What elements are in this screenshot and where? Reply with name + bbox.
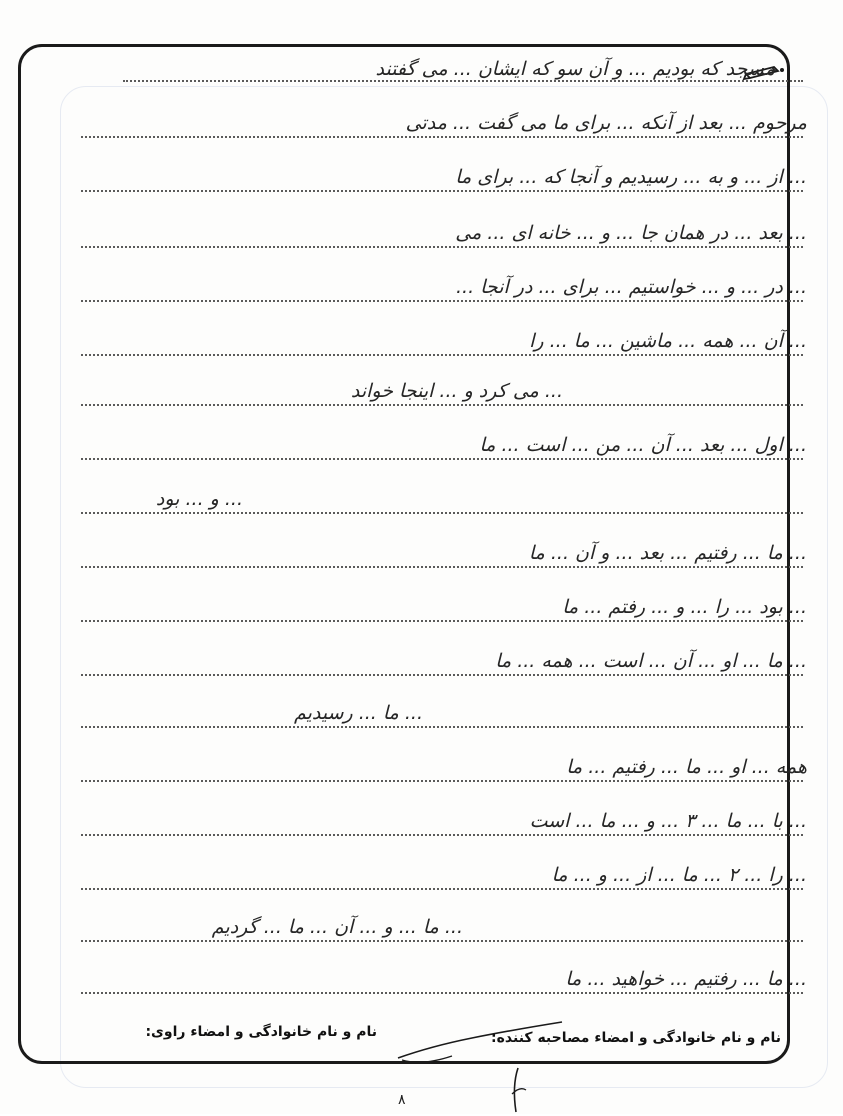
handwritten-line: ... را ... ۲ ... ما ... از ... و ... ما (551, 864, 807, 886)
handwritten-line: ... ما ... او ... آن ... است ... همه ... ما (495, 650, 807, 672)
handwritten-line: ... ما ... رفتیم ... بعد ... و آن ... ما (528, 542, 807, 564)
ruled-line (81, 404, 803, 406)
ruled-line (81, 780, 803, 782)
handwritten-line: ... و ... بود (155, 488, 243, 510)
handwritten-line: ... ما ... رسیدیم (293, 702, 423, 724)
handwritten-line: همه ... او ... ما ... رفتیم ... ما (566, 756, 807, 778)
page-number: ۸ (398, 1092, 406, 1108)
ruled-line (81, 300, 803, 302)
ruled-line (81, 566, 803, 568)
handwritten-line: مرحوم ... بعد از آنکه ... برای ما می گفت ... مدتی (405, 112, 807, 134)
ruled-line (123, 80, 803, 82)
handwritten-line: ... می کرد و ... اینجا خواند (350, 380, 563, 402)
ruled-line (81, 458, 803, 460)
ruled-line (81, 246, 803, 248)
handwritten-line: ... بود ... را ... و ... رفتم ... ما (562, 596, 807, 618)
handwritten-line: ... ما ... و ... آن ... ما ... گردیم (211, 916, 463, 938)
ruled-line (81, 190, 803, 192)
handwritten-line: مسجد که بودیم ... و آن سو که ایشان ... می گفتند (375, 58, 775, 80)
handwritten-line: ... در ... و ... خواستیم ... برای ... در آنجا ... (455, 276, 807, 298)
narrator-signature-label: نام و نام خانوادگی و امضاء راوی: (145, 1024, 377, 1040)
ruled-line (81, 674, 803, 676)
handwritten-line: ... آن ... همه ... ماشین ... ما ... را (529, 330, 807, 352)
handwritten-line: ... با ... ما ... ۳ ... و ... ما ... است (529, 810, 807, 832)
handwritten-line: ... بعد ... در همان جا ... و ... خانه ای ... می (455, 222, 807, 244)
ruled-line (81, 726, 803, 728)
ruled-line (81, 620, 803, 622)
ruled-line (81, 512, 803, 514)
signature-mark (392, 1016, 572, 1116)
ruled-line (81, 354, 803, 356)
ruled-line (81, 834, 803, 836)
interviewer-signature-label: نام و نام خانوادگی و امضاء مصاحبه کننده: (491, 1030, 781, 1046)
ruled-line (81, 136, 803, 138)
ruled-line (81, 888, 803, 890)
handwritten-line: ... از ... و به ... رسیدیم و آنجا که ... برای ما (455, 166, 807, 188)
handwritten-line: ... اول ... بعد ... آن ... من ... است ... ما (479, 434, 807, 456)
ruled-line (81, 992, 803, 994)
ruled-line (81, 940, 803, 942)
handwritten-line: ... ما ... رفتیم ... خواهید ... ما (565, 968, 807, 990)
